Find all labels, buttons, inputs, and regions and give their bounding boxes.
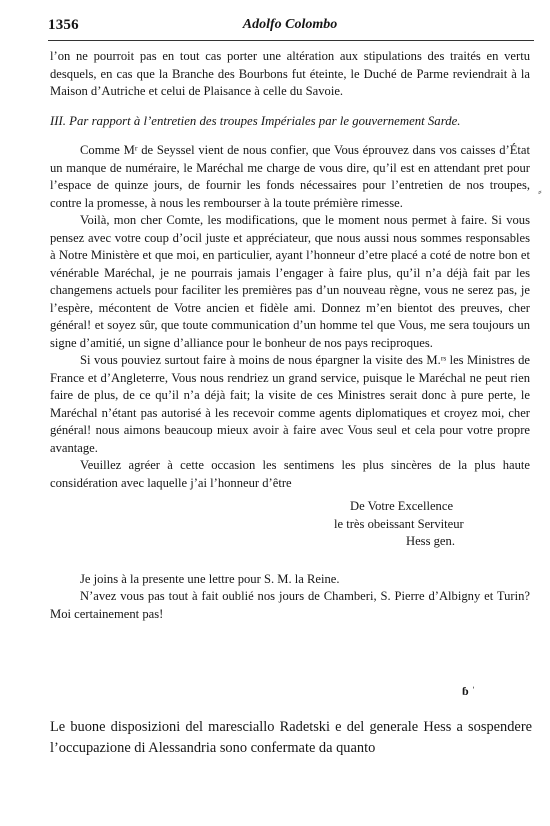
paragraph-salutation: Veuillez agréer à cette occasion les sentimens les plus sincères de la plus haute considération avec laquelle j’ai l’honneur d’être <box>50 458 530 490</box>
signature-block <box>334 498 530 551</box>
header-rule <box>48 40 534 41</box>
page-header <box>48 17 532 37</box>
paragraph-modifications: Voilà, mon cher Comte, les modifications, que le moment nous permet à faire. Si vous pensez avec votre coup d’ocil juste et appréciateur, que nous aussi nous sommes responsables à Notre Ministère et que moi, en particulier, ayant l’honneur d’etre placé a coté de notre bon et vénérable Maréchal, je ne pourrais jamais l’engager à faire plus, qu’il n’a déjà fait par les changemens actuels pour faciliter les premières pas d’un nouveau règne, vous ne serez pas, je l’espère, mécontent de Votre ancien et fidèle ami. Donnez m’en bientot des preuves, cher général! et soyez sûr, que toute communication d’un homme tel que Vous, me sera toujours un signe d’amitié, un signe d’alliance pour le bonheur de nos pays reciproques. <box>50 213 530 350</box>
paragraph-numeraire: Comme Mʳ de Seyssel vient de nous confier, que Vous éprouvez dans vos caisses d’État un manque de numéraire, le Maréchal me charge de vous dire, qu’il est en attendant pret pour l’espace de quinze jours, de fournir les fonds nécessaires pour l’entretien de nos troupes, contre la promesse, à nous les rembourser à la toute prémière rimesse. <box>50 143 530 210</box>
page-number: 1356 <box>48 17 79 33</box>
closing-line-1: De Votre Excellence <box>350 499 454 513</box>
letter-body <box>50 48 530 623</box>
paragraph-continuation: l’on ne pourroit pas en tout cas porter une altération aux stipulations des traités en vertu desquels, en cas que la Branche des Bourbons fut éteinte, le Duché de Parme reviendrait à la Maison d’Autriche et celui de Plaisance à celle du Savoie. <box>50 49 530 98</box>
section-heading: III. Par rapport à l’entretien des troupes Impériales par le gouvernement Sarde. <box>50 113 461 128</box>
margin-mark: ⸗ <box>538 186 542 198</box>
postscript-line-2: N’avez vous pas tout à fait oublié nos jours de Chamberi, S. Pierre d’Albigny et Turin? Moi certainement pas! <box>50 589 530 621</box>
closing-signature: Hess gen. <box>406 534 455 548</box>
italian-commentary: Le buone disposizioni del maresciallo Radetski e del generale Hess a sospendere l’occupazione di Alessandria sono confermate da quanto <box>50 719 532 756</box>
postscript-line-1: Je joins à la presente une lettre pour S. M. la Reine. <box>80 571 340 586</box>
paragraph-ministres: Si vous pouviez surtout faire à moins de nous épargner la visite des M.ʳˢ les Ministres de France et d’Angleterre, Vous nous rendriez un grand service, puisque le Maréchal ne peut rien faire de plus, de ce qu’il n’a déjà fait; la visite de ces Ministres serait donc à pure perte, le Maréchal n’étant pas autorisé à les recevoir comme agents diplomatiques et croyez moi, cher général! nous aimons beaucoup mieux avoir à faire avec Vous seul et cela pour votre propre avantage. <box>50 353 530 455</box>
closing-line-2: le très obeissant Serviteur <box>334 516 464 531</box>
stray-ink-mark: ɓ ˈ <box>462 684 476 698</box>
running-head: Adolfo Colombo <box>242 17 338 32</box>
postscript <box>50 571 530 624</box>
